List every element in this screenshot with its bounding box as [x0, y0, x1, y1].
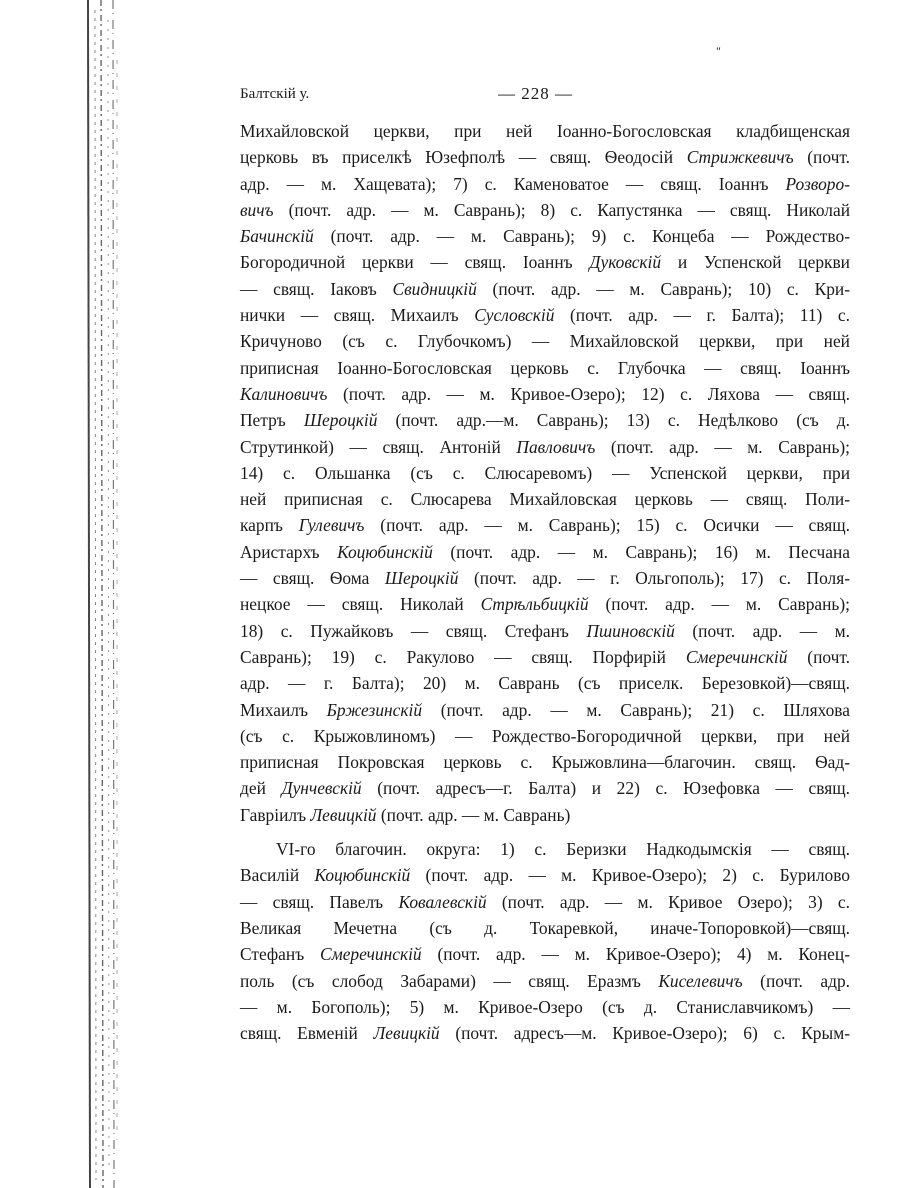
text-run: Струтинкой) — свящ. Антоній — [240, 436, 517, 457]
page-number: — 228 — — [498, 84, 573, 103]
text-line — [240, 697, 850, 723]
text-run: (почт. адр. — м. Саврань); 16) м. Песчана — [432, 541, 850, 562]
text-run: Великая Мечетна (съ д. Токаревкой, иначе-Топоровкой)—свящ. — [240, 917, 850, 938]
surname-italic: Ковалевскій — [398, 891, 487, 912]
text-line — [240, 486, 850, 512]
text-line — [240, 670, 850, 696]
text-line — [240, 512, 850, 538]
text-run: (почт. адр.—м. Саврань); 13) с. Недѣлково (съ д. — [377, 410, 850, 431]
text-run: поль (съ слобод Забарами) — свящ. Еразмъ — [240, 970, 659, 991]
surname-italic: Коцюбинскій — [314, 865, 411, 886]
surname-italic: Бржезинскій — [326, 699, 423, 720]
text-line — [240, 889, 850, 915]
text-line — [240, 539, 850, 565]
text-run: (почт. адресъ—м. Кривое-Озеро); 6) с. Крым- — [439, 1023, 850, 1044]
surname-italic: Дунчевскій — [281, 778, 362, 799]
text-run: адр. — г. Балта); 20) м. Саврань (съ приселк. Березовкой)—свящ. — [240, 673, 850, 694]
text-line — [276, 836, 850, 862]
text-run: (почт. адр. — м. Саврань); 10) с. Кри- — [476, 278, 850, 299]
surname-italic: Смеречинскій — [320, 944, 422, 965]
surname-italic: вичъ — [240, 199, 274, 220]
text-run: дей — [240, 778, 282, 799]
surname-italic: Киселевичъ — [658, 970, 743, 991]
text-line — [240, 381, 850, 407]
text-run: церковь въ приселкѣ Юзефполѣ — свящ. Ѳеодосій — [240, 147, 687, 168]
text-run: — м. Богополь); 5) м. Кривое-Озеро (съ д. Станиславчикомъ) — — [240, 996, 850, 1017]
text-run: Аристархъ — [240, 541, 338, 562]
text-run: (почт. адр. — м. — [674, 620, 850, 641]
text-run: приписная Покровская церковь с. Крыжовлина—благочин. свящ. Ѳад- — [240, 752, 850, 773]
surname-italic: Пшиновскій — [586, 620, 675, 641]
body-text — [240, 118, 850, 1046]
surname-italic: Дуковскій — [589, 252, 662, 273]
paragraph — [240, 836, 850, 1046]
text-line — [240, 775, 850, 801]
surname-italic: Сусловскій — [474, 305, 555, 326]
text-line — [240, 994, 850, 1020]
text-run: (почт. адр. — г. Балта); 11) с. — [554, 305, 850, 326]
text-line — [240, 644, 850, 670]
text-run: (почт. — [787, 646, 851, 667]
surname-italic: Розворо- — [785, 173, 850, 194]
text-line — [240, 276, 850, 302]
surname-italic: Павловичъ — [516, 436, 596, 457]
text-run: Михайловской церкви, при ней Іоанно-Богословская кладбищенская — [240, 121, 850, 141]
scan-speck-mark: " — [716, 44, 721, 58]
text-line — [240, 915, 850, 941]
surname-italic: Коцюбинскій — [337, 541, 433, 562]
text-run: карпъ — [240, 515, 299, 536]
text-run: 18) с. Пужайковъ — свящ. Стефанъ — [240, 620, 587, 641]
text-run: Стефанъ — [240, 944, 321, 965]
text-line — [240, 749, 850, 775]
text-line — [240, 941, 850, 967]
text-run: (почт. адр. — м. Саврань); 21) с. Шляхова — [422, 699, 851, 720]
surname-italic: Бачинскій — [240, 226, 314, 247]
text-run: приписная Іоанно-Богословская церковь с. Глубочка — свящ. Іоаннъ — [240, 357, 850, 378]
text-run: Гавріилъ — [240, 804, 311, 825]
text-run: нецкое — свящ. Николай — [240, 594, 481, 615]
text-line — [240, 302, 850, 328]
text-run: — свящ. Ѳома — [240, 568, 385, 589]
surname-italic: Шероцкій — [303, 410, 378, 431]
text-line — [240, 565, 850, 591]
text-run: Кричуново (съ с. Глубочкомъ) — Михайловской церкви, при ней — [240, 331, 850, 352]
text-line — [240, 591, 850, 617]
text-line — [240, 197, 850, 223]
text-run: (почт. — [793, 147, 850, 168]
text-run: — свящ. Іаковъ — [240, 278, 393, 299]
text-run: (почт. адресъ—г. Балта) и 22) с. Юзефовка — свящ. — [361, 778, 850, 799]
text-run: (почт. адр. — г. Ольгополь); 17) с. Поля- — [458, 568, 850, 589]
text-run: (почт. адр. — [742, 970, 850, 991]
surname-italic: Калиновичъ — [240, 383, 328, 404]
text-line — [240, 1020, 850, 1046]
text-run: (почт. адр. — м. Кривое-Озеро); 4) м. Конец- — [421, 944, 850, 965]
text-run: (съ с. Крыжовлиномъ) — Рождество-Богородичной церкви, при ней — [240, 725, 850, 746]
text-run: 14) с. Ольшанка (съ с. Слюсаревомъ) — Успенской церкви, при — [240, 462, 850, 483]
text-run: (почт. адр. — м. Саврань); 9) с. Концеба — Рождество- — [313, 226, 850, 247]
text-line — [240, 144, 850, 170]
text-run: свящ. Евменій — [240, 1023, 374, 1044]
text-line — [240, 328, 850, 354]
surname-italic: Шероцкій — [384, 568, 459, 589]
text-line — [240, 355, 850, 381]
surname-italic: Левицкій — [373, 1023, 440, 1044]
running-head-section: Балтскій у. — [240, 86, 310, 102]
text-run: VI-го благочин. округа: 1) с. Беризки Надкодымскія — свящ. — [276, 839, 850, 860]
surname-italic: Левицкій — [310, 804, 377, 825]
text-line — [240, 249, 850, 275]
text-line — [240, 118, 850, 144]
text-run: Саврань); 19) с. Ракулово — свящ. Порфирій — [240, 646, 686, 667]
text-line — [240, 862, 850, 888]
text-run: (почт. адр. — м. Саврань); 15) с. Осички — свящ. — [364, 515, 850, 536]
text-line — [240, 968, 850, 994]
text-line — [240, 802, 850, 828]
text-line — [240, 460, 850, 486]
text-run: нички — свящ. Михаилъ — [240, 305, 475, 326]
text-run: Михаилъ — [240, 699, 327, 720]
surname-italic: Гулевичъ — [298, 515, 365, 536]
text-run: Богородичной церкви — свящ. Іоаннъ — [240, 252, 590, 273]
text-run: Василій — [240, 865, 315, 886]
surname-italic: Свидницкій — [392, 278, 477, 299]
text-line — [240, 723, 850, 749]
text-line — [240, 223, 850, 249]
binding-edge-scan-artifact — [0, 0, 118, 1188]
text-run: и Успенской церкви — [661, 252, 850, 273]
surname-italic: Стрѣльбицкій — [480, 594, 589, 615]
text-line — [240, 171, 850, 197]
text-run: (почт. адр. — м. Саврань); 8) с. Капустянка — свящ. Николай — [273, 199, 850, 220]
text-run: (почт. адр. — м. Кривое-Озеро); 2) с. Бурилово — [410, 865, 850, 886]
text-run: — свящ. Павелъ — [240, 891, 399, 912]
text-run: адр. — м. Хащевата); 7) с. Каменоватое — свящ. Іоаннъ — [240, 173, 786, 194]
surname-italic: Смеречинскій — [685, 646, 788, 667]
text-line — [240, 407, 850, 433]
paragraph — [240, 118, 850, 828]
running-head — [240, 84, 850, 108]
text-run: (почт. адр. — м. Кривое-Озеро); 12) с. Ляхова — свящ. — [327, 383, 850, 404]
text-run: (почт. адр. — м. Саврань) — [376, 804, 571, 825]
text-run: Петръ — [240, 410, 304, 431]
text-run: (почт. адр. — м. Саврань); — [588, 594, 850, 615]
surname-italic: Стрижкевичъ — [686, 147, 794, 168]
text-run: (почт. адр. — м. Кривое Озеро); 3) с. — [486, 891, 850, 912]
text-line — [240, 618, 850, 644]
text-run: ней приписная с. Слюсарева Михайловская церковь — свящ. Поли- — [240, 489, 850, 510]
text-run: (почт. адр. — м. Саврань); — [595, 436, 851, 457]
text-line — [240, 434, 850, 460]
